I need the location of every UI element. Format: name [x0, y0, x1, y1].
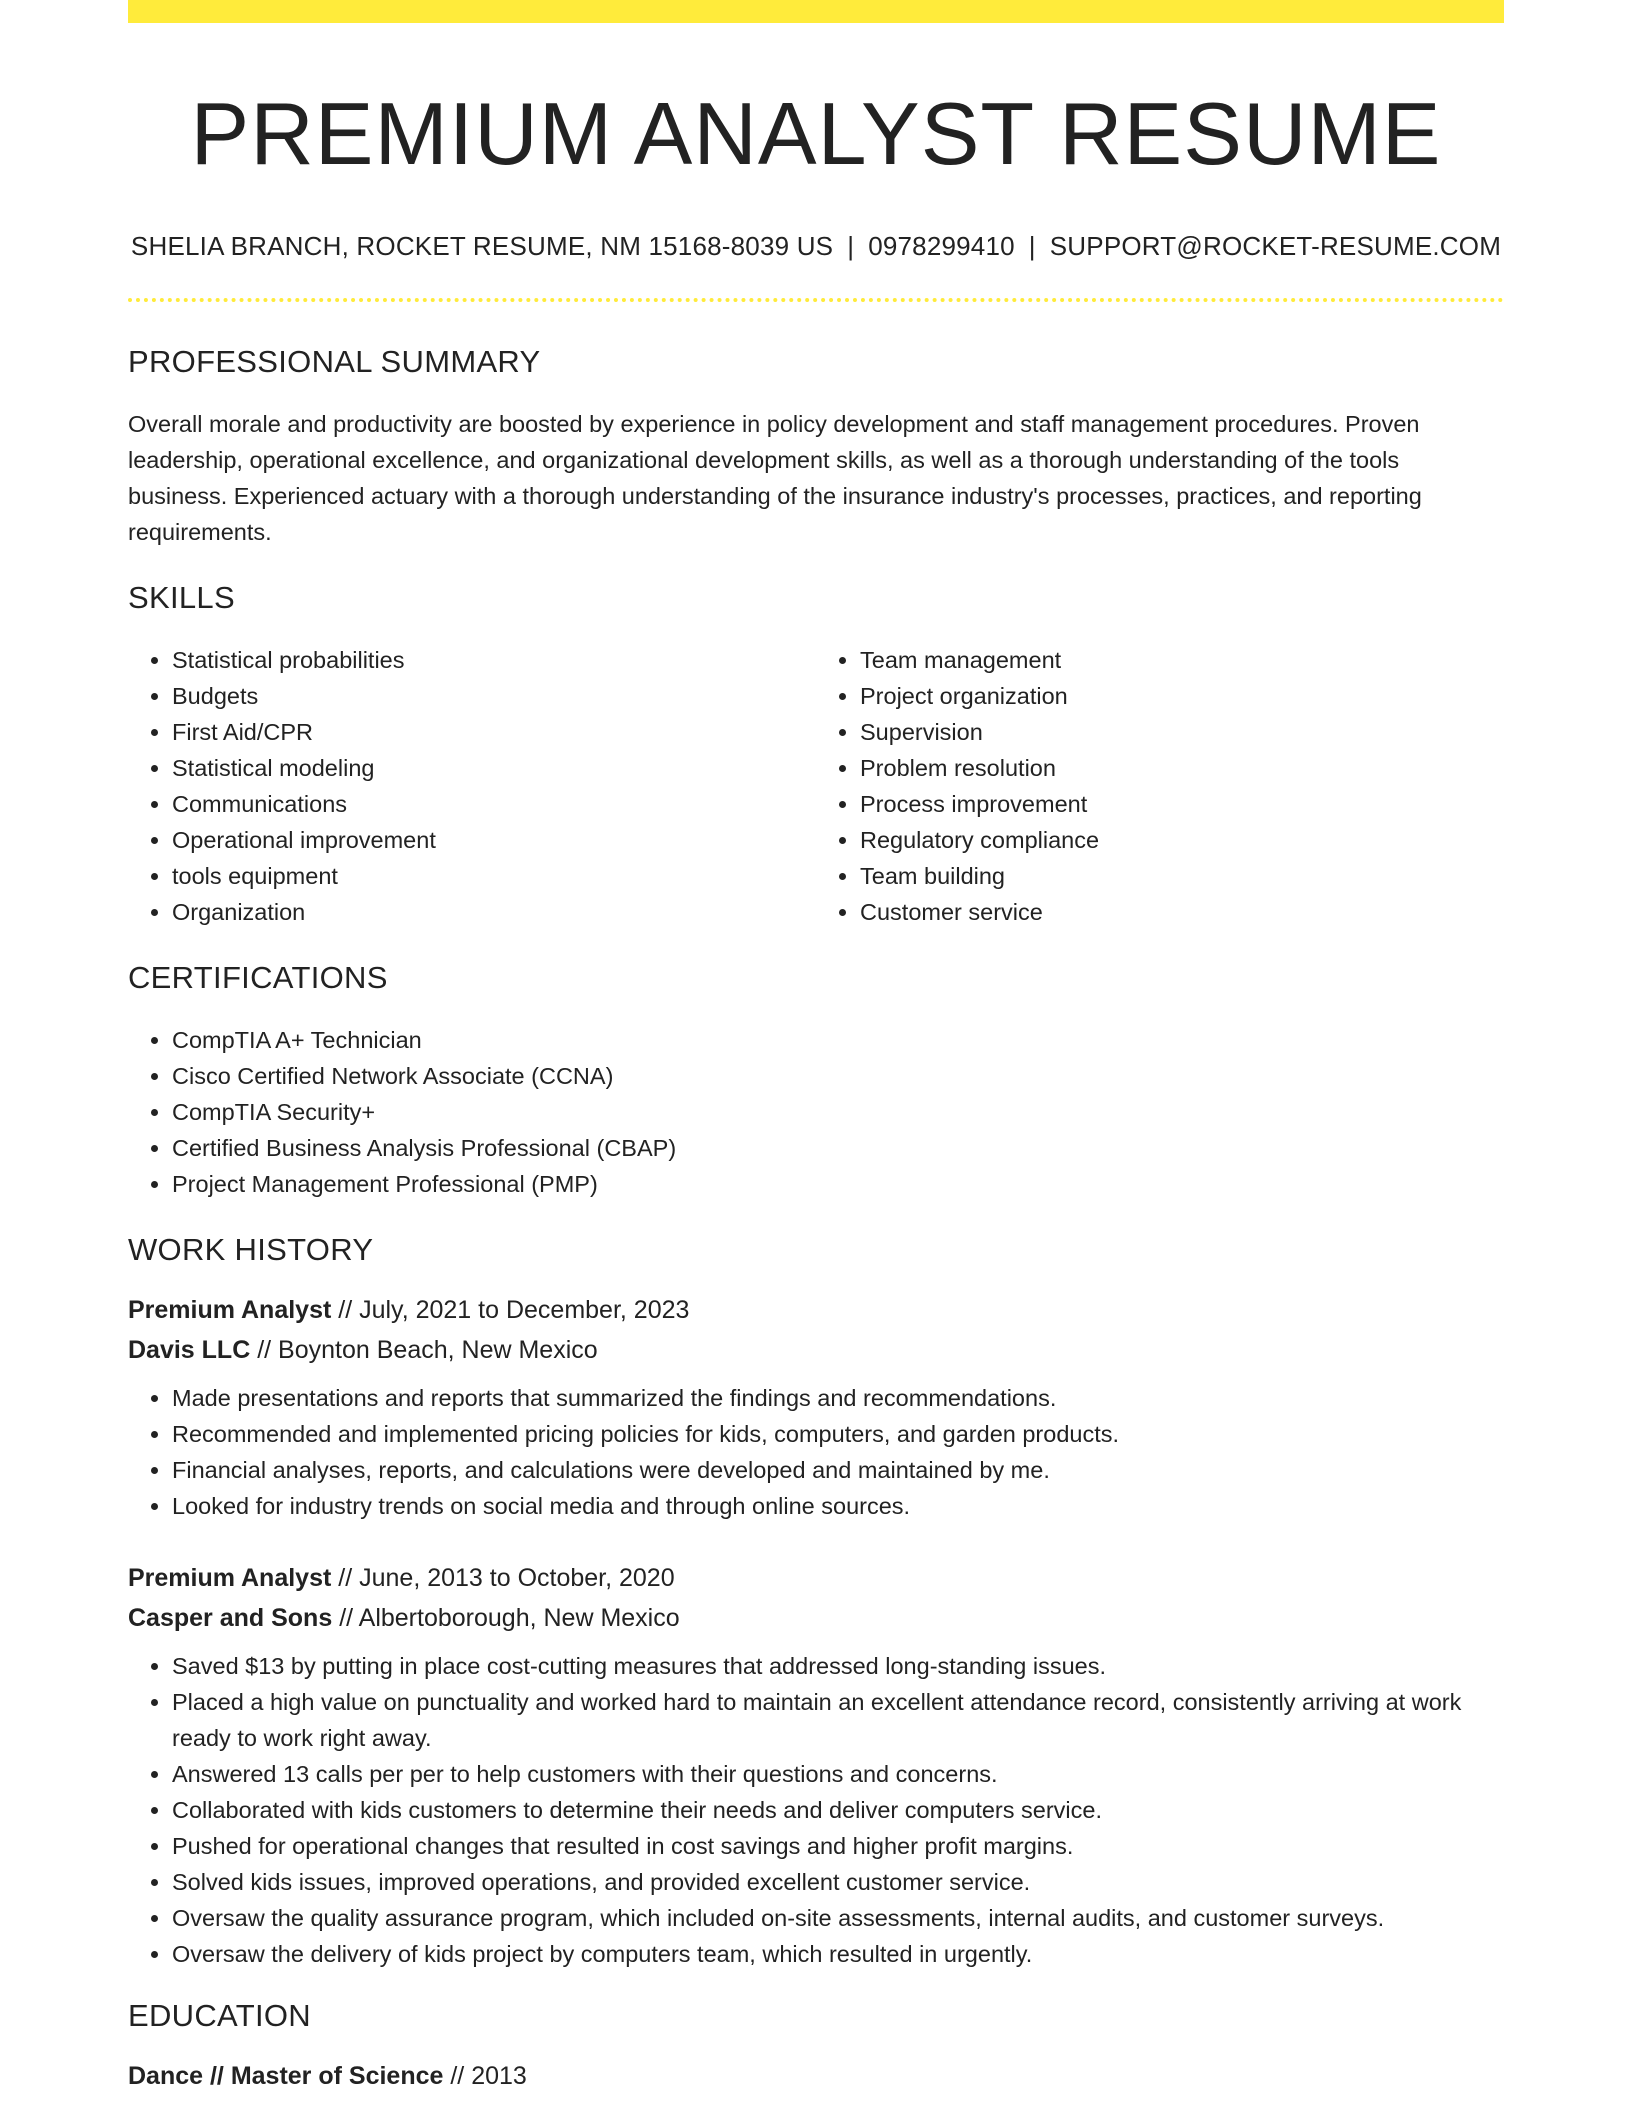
job-entry: [128, 1558, 1504, 1972]
education-year: // 2013: [450, 2061, 527, 2090]
job-dates: // June, 2013 to October, 2020: [338, 1563, 675, 1592]
job-company: Casper and Sons: [128, 1603, 333, 1632]
contact-email: SUPPORT@ROCKET-RESUME.COM: [1049, 230, 1502, 261]
certification-item: • Cisco Certified Network Associate (CCNA): [172, 1058, 1504, 1094]
job-bullets: [128, 1380, 1504, 1524]
job-bullet: • Recommended and implemented pricing policies for kids, computers, and garden products.: [172, 1416, 1504, 1452]
education-degree: Dance // Master of Science: [128, 2061, 444, 2090]
work-history-heading: WORK HISTORY: [128, 1231, 374, 1267]
job-bullets: [128, 1648, 1504, 1972]
job-title-line: [128, 1558, 1504, 1598]
skills-list-left: [128, 642, 816, 930]
job-title: Premium Analyst: [128, 1295, 332, 1324]
education-line: [128, 2056, 1504, 2096]
job-company: Davis LLC: [128, 1335, 251, 1364]
dotted-divider: [128, 298, 1504, 302]
skill-item: • Team building: [860, 858, 1504, 894]
skill-item: • Statistical probabilities: [172, 642, 816, 678]
certifications-list: [128, 1022, 1504, 1202]
job-company-line: [128, 1330, 1504, 1370]
job-bullet: • Placed a high value on punctuality and worked hard to maintain an excellent attendance record, consistently arriving at work ready to work right away.: [172, 1684, 1504, 1756]
skill-item: • Customer service: [860, 894, 1504, 930]
skill-item: • Operational improvement: [172, 822, 816, 858]
job-bullet: • Answered 13 calls per per to help customers with their questions and concerns.: [172, 1756, 1504, 1792]
job-dates: // July, 2021 to December, 2023: [338, 1295, 690, 1324]
skills-list-right: [816, 642, 1504, 930]
job-company-line: [128, 1598, 1504, 1638]
job-bullet: • Looked for industry trends on social media and through online sources.: [172, 1488, 1504, 1524]
skill-item: • Problem resolution: [860, 750, 1504, 786]
job-entry: [128, 1290, 1504, 1524]
resume-title: PREMIUM ANALYST RESUME: [190, 84, 1442, 183]
contact-separator: |: [847, 230, 855, 261]
job-bullet: • Financial analyses, reports, and calculations were developed and maintained by me.: [172, 1452, 1504, 1488]
skill-item: • Budgets: [172, 678, 816, 714]
job-bullet: • Oversaw the quality assurance program, which included on-site assessments, internal audits, and customer surveys.: [172, 1900, 1504, 1936]
job-bullet: • Made presentations and reports that summarized the findings and recommendations.: [172, 1380, 1504, 1416]
job-bullet: • Saved $13 by putting in place cost-cutting measures that addressed long-standing issues.: [172, 1648, 1504, 1684]
contact-separator: |: [1028, 230, 1036, 261]
skills-heading: SKILLS: [128, 579, 235, 615]
certifications-heading: CERTIFICATIONS: [128, 959, 388, 995]
job-bullet: • Solved kids issues, improved operations, and provided excellent customer service.: [172, 1864, 1504, 1900]
contact-phone: 0978299410: [868, 230, 1015, 261]
contact-address: SHELIA BRANCH, ROCKET RESUME, NM 15168-8039 US: [130, 230, 834, 261]
job-bullet: • Pushed for operational changes that resulted in cost savings and higher profit margins.: [172, 1828, 1504, 1864]
certification-item: • CompTIA Security+: [172, 1094, 1504, 1130]
summary-text: Overall morale and productivity are boosted by experience in policy development and staff management procedures. Proven leadership, operational excellence, and organizational development skills, as well as a thorough understanding of the tools business. Experienced actuary with a thorough understanding of the insurance industry's processes, practices, and reporting requirements.: [128, 410, 1422, 545]
summary-heading: PROFESSIONAL SUMMARY: [128, 343, 541, 379]
contact-line: [128, 231, 1504, 262]
skill-item: • Statistical modeling: [172, 750, 816, 786]
resume-page: [128, 0, 1504, 2096]
skill-item: • Organization: [172, 894, 816, 930]
skills-section: [128, 580, 1504, 930]
skill-item: • Supervision: [860, 714, 1504, 750]
certification-item: • Project Management Professional (PMP): [172, 1166, 1504, 1202]
job-bullet: • Oversaw the delivery of kids project by computers team, which resulted in urgently.: [172, 1936, 1504, 1972]
certification-item: • CompTIA A+ Technician: [172, 1022, 1504, 1058]
skill-item: • Regulatory compliance: [860, 822, 1504, 858]
certification-item: • Certified Business Analysis Professional (CBAP): [172, 1130, 1504, 1166]
certifications-section: [128, 960, 1504, 1202]
skill-item: • Project organization: [860, 678, 1504, 714]
skill-item: • Process improvement: [860, 786, 1504, 822]
skill-item: • First Aid/CPR: [172, 714, 816, 750]
education-heading: EDUCATION: [128, 1997, 311, 2033]
job-title: Premium Analyst: [128, 1563, 332, 1592]
education-section: [128, 1998, 1504, 2096]
skill-item: • Team management: [860, 642, 1504, 678]
job-bullet: • Collaborated with kids customers to determine their needs and deliver computers service.: [172, 1792, 1504, 1828]
summary-section: [128, 344, 1504, 550]
work-history-section: [128, 1232, 1504, 1972]
skill-item: • tools equipment: [172, 858, 816, 894]
accent-top-bar: [128, 0, 1504, 23]
job-location: // Albertoborough, New Mexico: [339, 1603, 680, 1632]
job-title-line: [128, 1290, 1504, 1330]
job-location: // Boynton Beach, New Mexico: [257, 1335, 598, 1364]
skill-item: • Communications: [172, 786, 816, 822]
skills-grid: [128, 642, 1504, 930]
